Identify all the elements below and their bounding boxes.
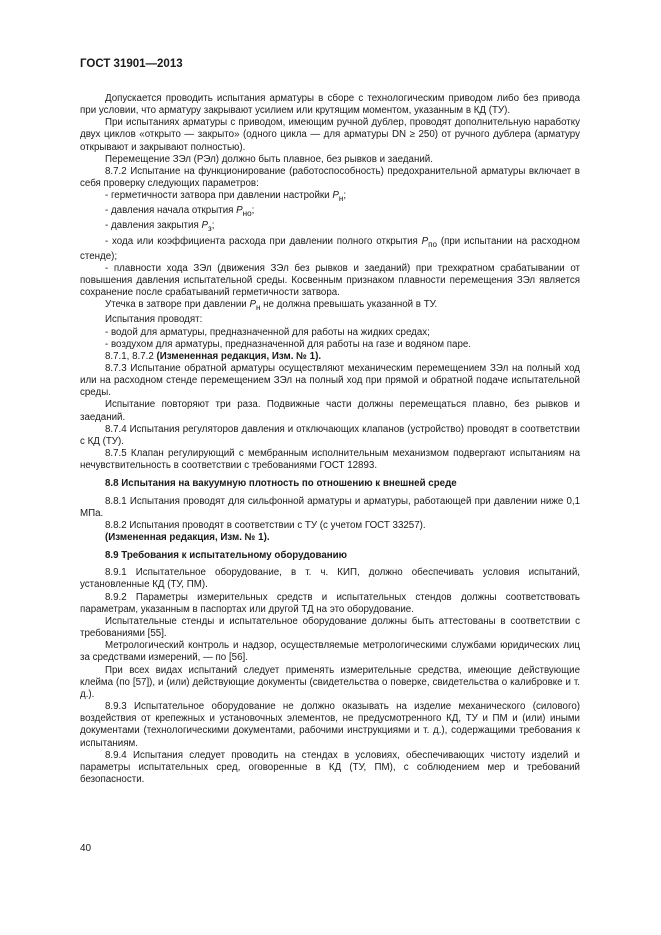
page-body [80, 93, 580, 786]
paragraph-8-9-1: 8.9.1 Испытательное оборудование, в т. ч. КИП, должно обеспечивать условия испытаний, установленные КД (ТУ, ПМ). [80, 567, 580, 591]
paragraph: Метрологический контроль и надзор, осуществляемые метрологическими службами юридических лиц за средствами измерений, — по [56]. [80, 640, 580, 664]
paragraph-8-7-2: 8.7.2 Испытание на функционирование (работоспособность) предохранительной арматуры включает в себя проверку следующих параметров: [80, 165, 580, 190]
page-number: 40 [80, 843, 92, 854]
paragraph: Допускается проводить испытания арматуры в сборе с технологическим приводом либо без привода при условии, что арматуру закрывают усилием или крутящим моментом, указанным в КД (ТУ). [80, 93, 580, 117]
pressure-subscript: по [428, 239, 438, 249]
pressure-symbol: P [332, 190, 339, 202]
section-heading-8-9: 8.9 Требования к испытательному оборудованию [105, 550, 347, 562]
paragraph: Испытания проводят: [105, 314, 203, 326]
list-item: - воздухом для арматуры, предназначенной для работы на газе и водяном паре. [105, 338, 472, 350]
paragraph: Утечка в затворе при давлении $P_н$ не должна превышать указанной в ТУ. [105, 299, 438, 313]
pressure-symbol: P [236, 205, 243, 217]
pressure-subscript: н [255, 303, 261, 313]
paragraph: При всех видах испытаний следует применять измерительные средства, имеющие действующие клейма (по [57]), и (или) действующие документы (свидетельства о поверке, свидетельства о калибровке и т. д.). [80, 664, 580, 700]
list-item: - хода или коэффициента расхода при давлении полного открытия $P_{по}$ (при испытании на расходном стенде); [80, 235, 580, 262]
paragraph: Испытательные стенды и испытательное оборудование должны быть аттестованы в соответствии с требованиями [55]. [80, 615, 580, 640]
pressure-symbol: P [421, 235, 429, 247]
paragraph-8-9-3: 8.9.3 Испытательное оборудование не должно оказывать на изделие механического (силового) воздействия от крепежных и установочных элементов, не предусмотренного КД, ТУ и ПМ и (или) иными документами (технологическими документами, рабочими инструкциями и т. д.), содержащими требования к испытаниям. [80, 701, 580, 749]
list-item: - давления начала открытия $P_{но}$; [105, 205, 255, 219]
pressure-symbol: P [201, 220, 208, 232]
amendment-note: 8.7.1, 8.7.2 (Измененная редакция, Изм. № 1). [105, 350, 322, 362]
paragraph-8-7-5: 8.7.5 Клапан регулирующий с мембранным исполнительным механизмом подвергают испытаниям на нечувствительность в соответствии с требованиями ГОСТ 12893. [80, 448, 580, 472]
pressure-subscript: з [207, 224, 212, 234]
list-item: - плавности хода ЗЭл (движения ЗЭл без рывков и заеданий) при трехкратном срабатывании от повышения давления испытательной среды. Косвенным признаком плавности перемещения ЗЭл является сохранение после срабатываний герметичности затвора. [80, 262, 580, 299]
list-item: - давления закрытия $P_з$; [105, 220, 215, 234]
list-item: - герметичности затвора при давлении настройки $P_н$; [105, 190, 347, 204]
paragraph: Испытание повторяют три раза. Подвижные части должны перемещаться плавно, без рывков и заеданий. [80, 399, 580, 423]
pressure-subscript: н [338, 194, 344, 204]
paragraph-8-8-2: 8.8.2 Испытания проводят в соответствии с ТУ (с учетом ГОСТ 33257). [105, 519, 426, 531]
amendment-note: (Измененная редакция, Изм. № 1). [105, 532, 270, 543]
pressure-subscript: но [242, 209, 252, 219]
list-item: - водой для арматуры, предназначенной для работы на жидких средах; [105, 326, 430, 338]
paragraph: При испытаниях арматуры с приводом, имеющим ручной дублер, проводят дополнительную наработку двух циклов «открыто — закрыто» (одного цикла — для арматуры DN ≥ 250) от ручного дублера (арматуру открывают и закрывают полностью). [80, 117, 580, 153]
paragraph-8-7-3: 8.7.3 Испытание обратной арматуры осуществляют механическим перемещением ЗЭл на полный ход или на расходном стенде перемещением ЗЭл на полный ход при прямой и обратной подаче испытательной среды. [80, 362, 580, 399]
paragraph-8-8-1: 8.8.1 Испытания проводят для сильфонной арматуры и арматуры, работающей при давлении ниже 0,1 МПа. [80, 495, 580, 519]
paragraph: Перемещение ЗЭл (РЭл) должно быть плавное, без рывков и заеданий. [105, 153, 433, 165]
document-header: ГОСТ 31901—2013 [80, 58, 183, 70]
paragraph-8-9-4: 8.9.4 Испытания следует проводить на стендах в условиях, обеспечивающих чистоту изделий и параметры испытательных сред, оговоренные в КД (ТУ, ПМ), с соблюдением мер и требований безопасности. [80, 749, 580, 785]
pressure-symbol: P [249, 299, 256, 311]
paragraph-8-7-4: 8.7.4 Испытания регуляторов давления и отключающих клапанов (устройство) проводят в соответствии с КД (ТУ). [80, 423, 580, 447]
section-heading-8-8: 8.8 Испытания на вакуумную плотность по отношению к внешней среде [105, 478, 457, 490]
paragraph-8-9-2: 8.9.2 Параметры измерительных средств и испытательных стендов должны соответствовать параметрам, указанным в паспортах или другой ТД на это оборудование. [80, 591, 580, 615]
